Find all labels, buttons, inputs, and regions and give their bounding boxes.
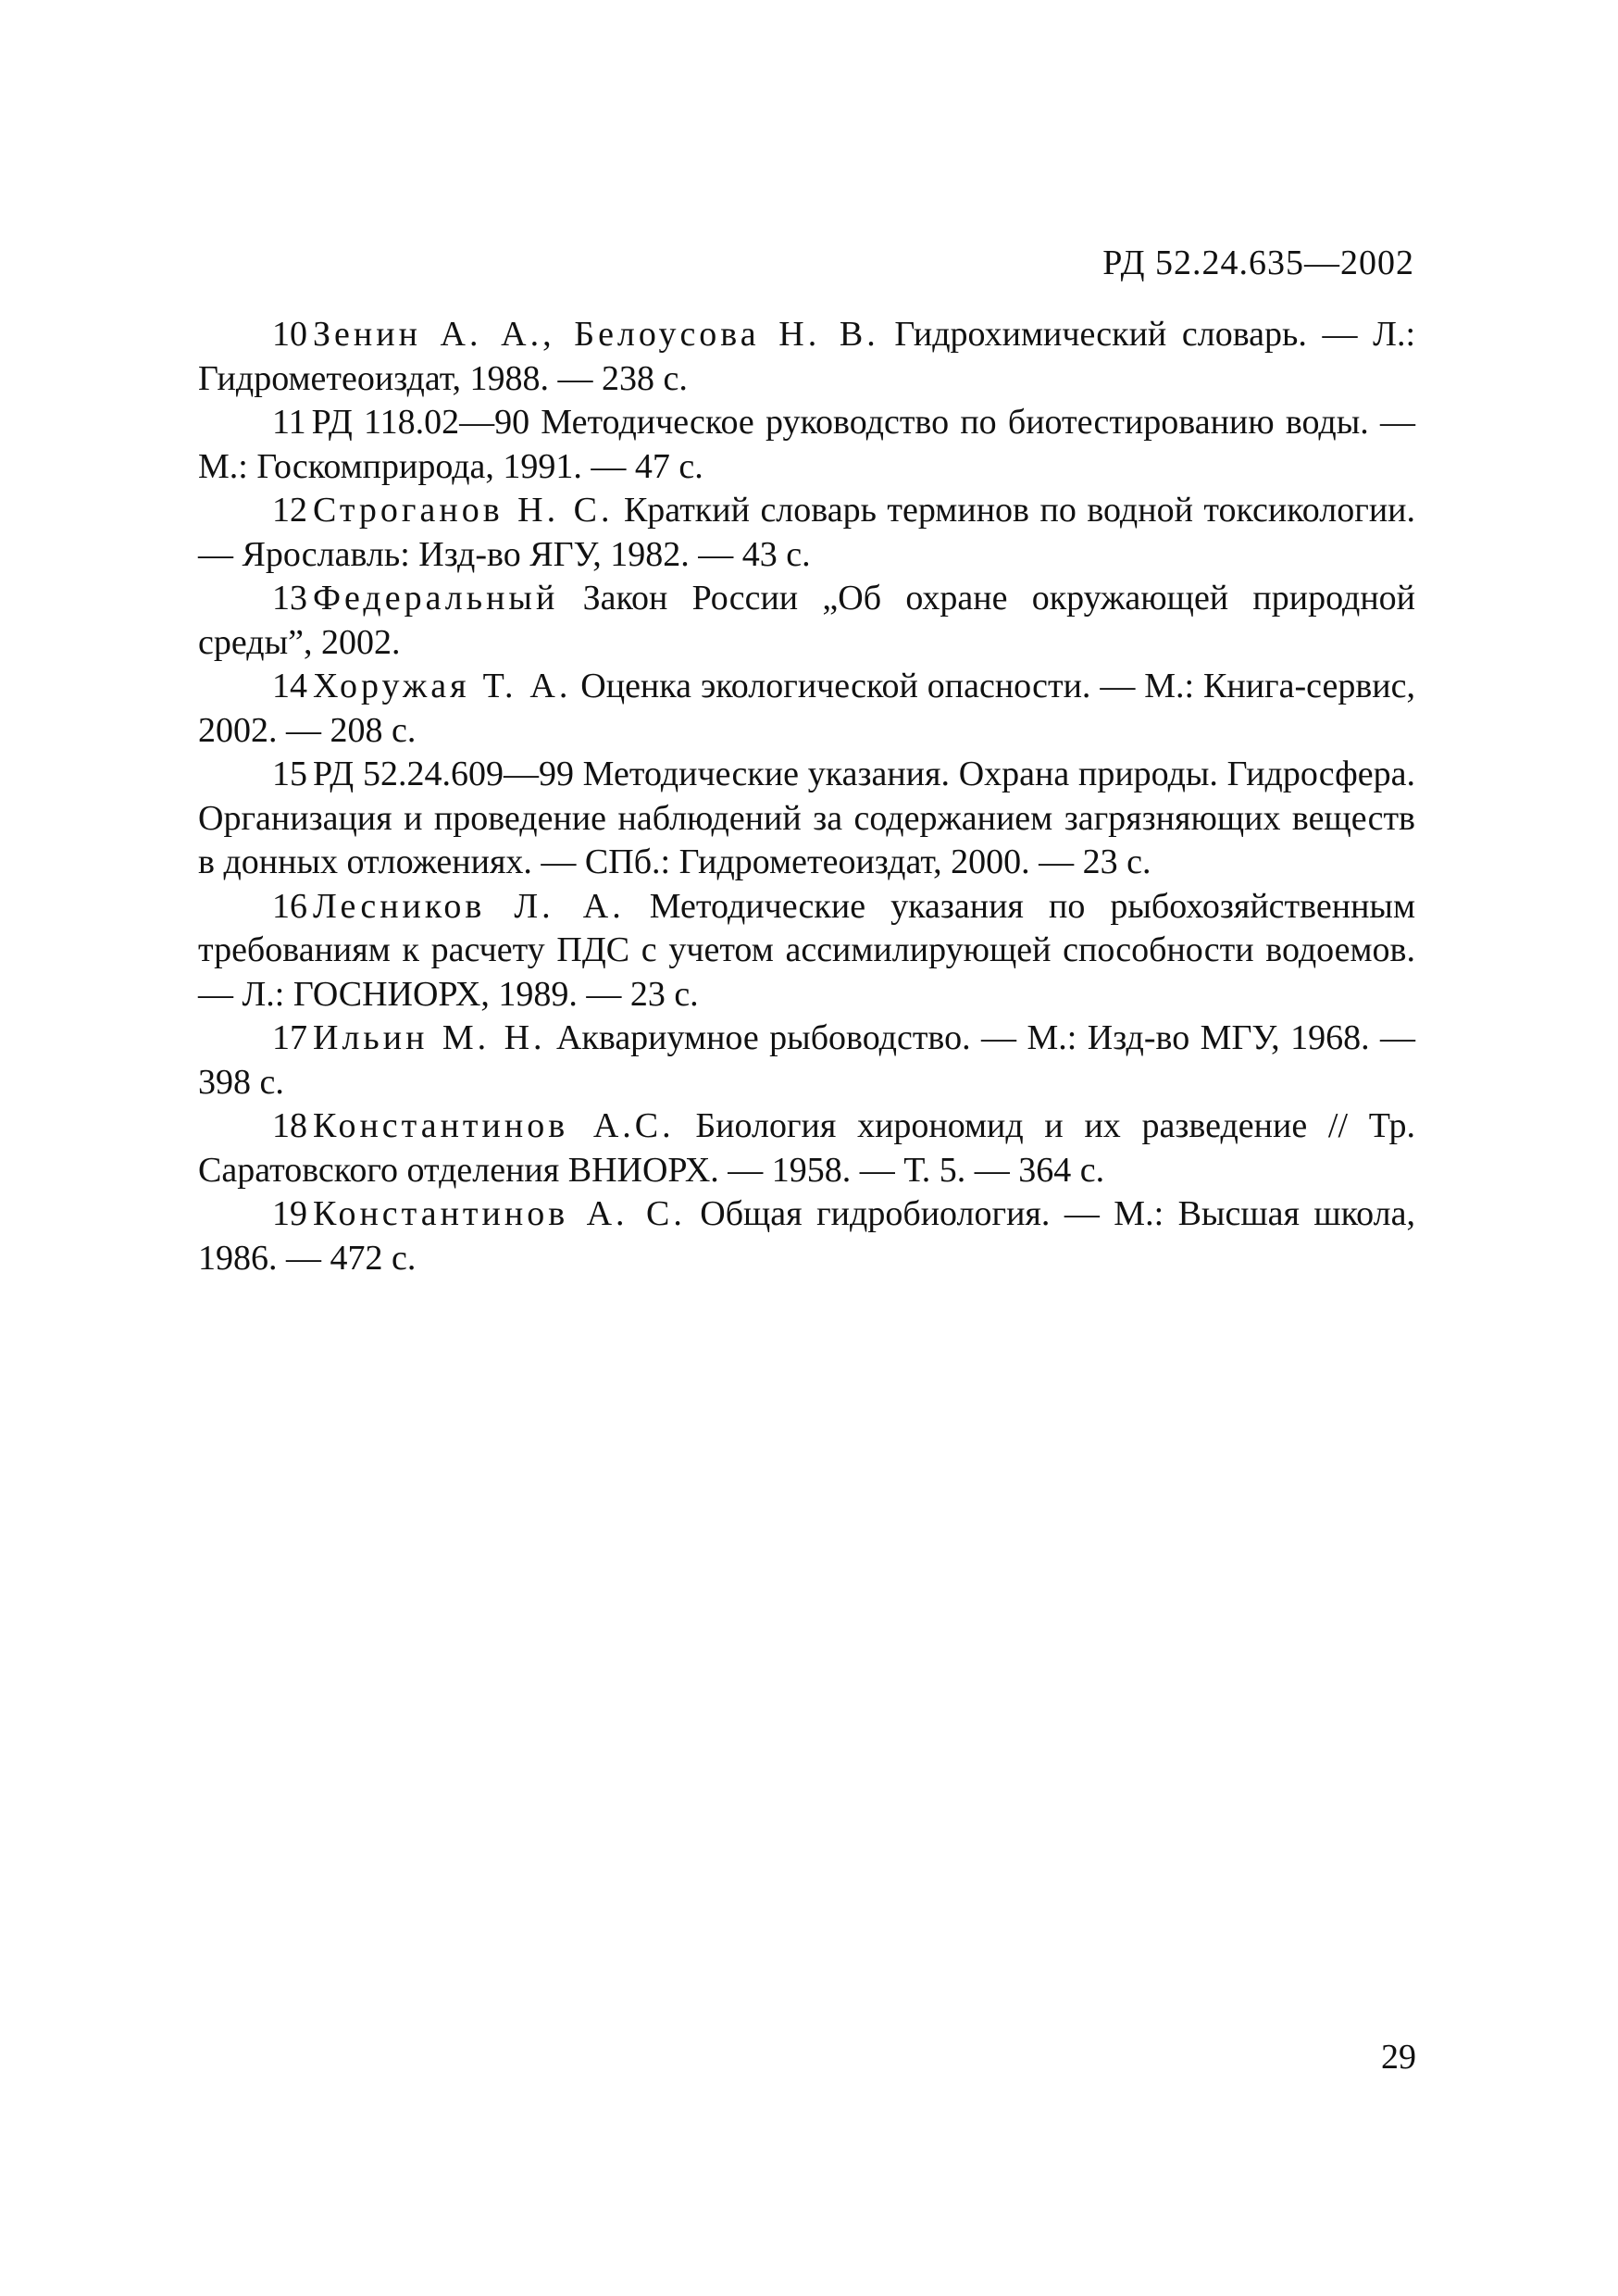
reference-item	[198, 1192, 1415, 1280]
reference-number: 17	[272, 1018, 307, 1057]
reference-list	[198, 313, 1415, 1280]
reference-author: Федеральный	[313, 579, 559, 618]
reference-author: Хоружая Т. А.	[313, 667, 572, 705]
reference-item	[198, 665, 1415, 753]
reference-number: 11	[272, 403, 306, 442]
reference-text: Общая гидробиология. — М.: Высшая школа, 1986. — 472 с.	[198, 1194, 1415, 1278]
reference-text: Оценка экологической опасности. — М.: Книга-сервис, 2002. — 208 с.	[198, 667, 1416, 750]
reference-number: 15	[272, 755, 307, 793]
reference-text: Аквариумное рыбоводство. — М.: Изд-во МГУ, 1968. — 398 с.	[198, 1018, 1416, 1102]
reference-item	[198, 577, 1415, 665]
reference-item	[198, 885, 1415, 1017]
reference-number: 10	[272, 315, 307, 354]
reference-text: Гидрохимический словарь. — Л.: Гидрометеоиздат, 1988. — 238 с.	[198, 315, 1416, 398]
document-code-header: РД 52.24.635—2002	[1102, 243, 1414, 282]
reference-author: Константинов А. С.	[313, 1194, 686, 1233]
reference-text: Краткий словарь терминов по водной токсикологии. — Ярославль: Изд-во ЯГУ, 1982. — 43 с.	[198, 491, 1415, 574]
reference-author: Строганов Н. С.	[313, 491, 614, 530]
reference-item	[198, 1104, 1415, 1192]
reference-number: 14	[272, 667, 307, 705]
reference-item	[198, 313, 1415, 401]
reference-author: Лесников Л. А.	[313, 886, 625, 926]
reference-text: РД 118.02—90 Методическое руководство по биотестированию воды. — М.: Госкомприрода, 1991. — 47 с.	[198, 403, 1415, 486]
reference-author: Зенин А. А., Белоусова Н. В.	[313, 315, 879, 354]
reference-author: Константинов А.С.	[313, 1106, 675, 1145]
reference-text: РД 52.24.609—99 Методические указания. Охрана природы. Гидросфера. Организация и проведение наблюдений за содержанием загрязняющих веществ в донных отложениях. — СПб.: Гидрометеоиздат, 2000. — 23 с.	[198, 755, 1415, 881]
reference-text: Биология хирономид и их разведение // Тр. Саратовского отделения ВНИОРХ. — 1958. — Т. 5. — 364 с.	[198, 1106, 1415, 1190]
reference-text: Закон России „Об охране окружающей природной среды”, 2002.	[198, 579, 1415, 662]
reference-number: 19	[272, 1194, 307, 1233]
reference-item	[198, 401, 1415, 489]
reference-number: 12	[272, 491, 307, 530]
reference-text: Методические указания по рыбохозяйственным требованиям к расчету ПДС с учетом ассимилирующей способности водоемов. — Л.: ГОСНИОРХ, 1989. — 23 с.	[198, 886, 1415, 1014]
reference-author: Ильин М. Н.	[313, 1018, 546, 1057]
page-number: 29	[1381, 2038, 1416, 2077]
reference-item	[198, 753, 1415, 885]
reference-item	[198, 1017, 1415, 1104]
reference-number: 16	[272, 886, 307, 926]
reference-number: 13	[272, 579, 307, 618]
reference-item	[198, 489, 1415, 577]
reference-number: 18	[272, 1106, 307, 1145]
